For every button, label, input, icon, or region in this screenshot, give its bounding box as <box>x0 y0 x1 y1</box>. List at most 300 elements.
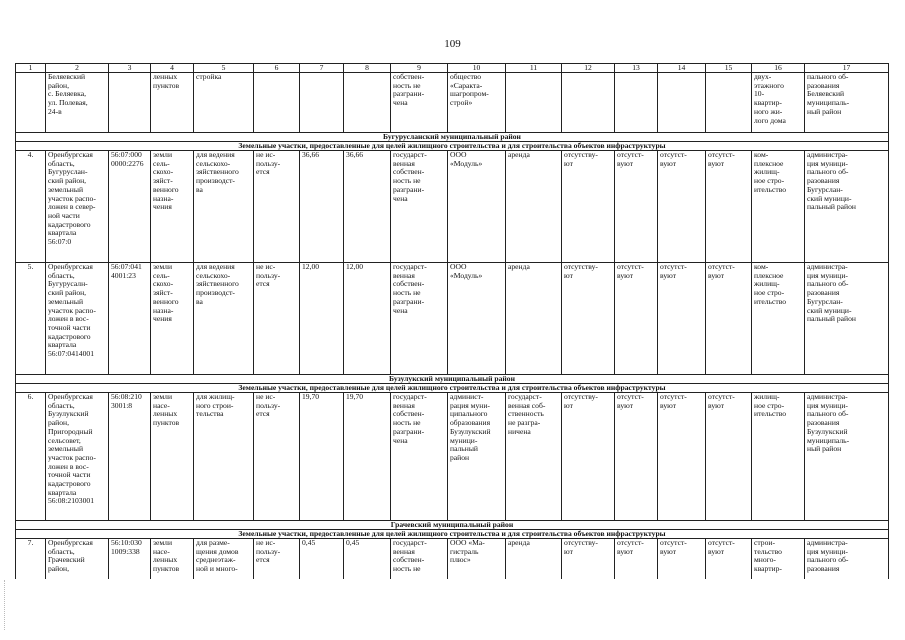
cell-line: ной и много- <box>196 564 238 574</box>
cell-line: отсутст- <box>660 150 687 159</box>
cell-line: ложен в север- <box>48 202 96 212</box>
cell-line: не ис- <box>256 538 276 547</box>
cell-line: разования <box>807 288 840 298</box>
cell-line: сель- <box>153 158 170 168</box>
cell-line: ительство <box>754 296 787 306</box>
cell-line: рация муни- <box>450 400 490 410</box>
section-district-row-text: Бузулукский муниципальный район <box>16 375 889 384</box>
table-row <box>16 263 889 375</box>
table-row <box>16 393 889 521</box>
cell-line: область, <box>48 158 75 168</box>
cell-line: квартала <box>48 487 77 497</box>
cell-line: чения <box>153 202 172 212</box>
table-cell-col17 <box>805 263 889 375</box>
cell-line: ительство <box>754 409 787 419</box>
cell-line: отсутст- <box>708 392 735 401</box>
cell-line: отсутст- <box>660 392 687 401</box>
table-cell-col9 <box>391 393 448 521</box>
table-cell-col5 <box>194 151 254 263</box>
cell-line: 56:07:000 <box>111 150 142 159</box>
table-cell-col12 <box>562 539 615 579</box>
cell-line: вуют <box>708 400 725 410</box>
cell-line: аренда <box>508 150 530 159</box>
cell-line: 0000:2276 <box>111 158 144 168</box>
cell-line: земельный <box>48 444 84 454</box>
cell-line: ция муници- <box>807 546 848 556</box>
cell-line: район <box>450 452 470 462</box>
cell-line: ность не <box>393 564 421 574</box>
cell-line: разграни- <box>393 296 425 306</box>
table-cell-col15 <box>706 73 752 133</box>
table-cell-col16 <box>752 151 805 263</box>
cell-line: точной части <box>48 470 91 480</box>
cell-line: ительство <box>754 184 787 194</box>
cell-line: ком- <box>754 262 769 271</box>
cell-line: земли <box>153 262 173 271</box>
cell-line: зяйст- <box>153 176 173 186</box>
cell-line: государст- <box>508 392 542 401</box>
table-cell-col5 <box>194 263 254 375</box>
cell-line: назна- <box>153 305 174 315</box>
cell-line: администра- <box>807 150 848 159</box>
table-cell-col2 <box>46 393 109 521</box>
column-number-cell: 1 <box>16 64 46 73</box>
table-cell-col12 <box>562 151 615 263</box>
table-cell-col10 <box>448 151 506 263</box>
cell-line: 56:10:030 <box>111 538 142 547</box>
cell-line: участок распо- <box>48 305 96 315</box>
column-number-cell: 14 <box>658 64 706 73</box>
table-cell-col2 <box>46 539 109 579</box>
table-cell-col17 <box>805 73 889 133</box>
cell-line: строй» <box>450 98 473 108</box>
column-number-cell: 5 <box>194 64 254 73</box>
cell-line: земли <box>153 538 173 547</box>
section-purpose-row-text: Земельные участки, предоставленные для целей жилищного строительства и для строительства объектов инфраструктуры <box>16 142 889 151</box>
cell-line: ва <box>196 184 203 194</box>
column-number-cell: 6 <box>254 64 300 73</box>
table-cell-col11 <box>506 73 562 133</box>
cell-line: 56:07:041 <box>111 262 142 271</box>
cell-line: ют <box>564 546 573 556</box>
table-cell-col17 <box>805 393 889 521</box>
cell-line: не ис- <box>256 262 276 271</box>
cell-line: 6. <box>27 392 34 401</box>
cell-line: аренда <box>508 538 530 547</box>
cell-line: 19,70 <box>346 392 364 401</box>
cell-line: чения <box>153 314 172 324</box>
column-number-cell: 10 <box>448 64 506 73</box>
cell-line: отсутст- <box>617 150 644 159</box>
cell-line: 4. <box>27 150 34 159</box>
cell-line: 3001:8 <box>111 400 133 410</box>
table-cell-col12 <box>562 263 615 375</box>
column-number-cell: 7 <box>300 64 344 73</box>
cell-line: вуют <box>617 158 634 168</box>
table-cell-col13 <box>615 151 658 263</box>
table-cell-col3 <box>109 73 151 133</box>
page-number: 109 <box>444 38 461 50</box>
cell-line: 56:07:0414001 <box>48 349 94 359</box>
table-cell-col7 <box>300 539 344 579</box>
cell-line: венная соб- <box>508 400 546 410</box>
cell-line: 4001:23 <box>111 270 136 280</box>
cell-line: строи- <box>754 538 775 547</box>
table-cell-col6 <box>254 73 300 133</box>
cell-line: отсутст- <box>708 150 735 159</box>
table-cell-col1 <box>16 539 46 579</box>
cell-line: ется <box>256 279 270 289</box>
cell-line: вуют <box>660 546 677 556</box>
column-number-cell: 17 <box>805 64 889 73</box>
cell-line: отсутст- <box>708 262 735 271</box>
cell-line: отсутству- <box>564 392 598 401</box>
table-cell-col2 <box>46 73 109 133</box>
table-cell-col11 <box>506 539 562 579</box>
table-cell-col1 <box>16 73 46 133</box>
section-district-row <box>16 375 889 384</box>
cell-line: пального об- <box>807 409 849 419</box>
cell-line: ность не <box>393 288 421 298</box>
table-cell-col7 <box>300 393 344 521</box>
table-cell-col1 <box>16 151 46 263</box>
cell-line: квартир- <box>754 98 782 108</box>
table-cell-col16 <box>752 73 805 133</box>
table-cell-col16 <box>752 393 805 521</box>
cell-line: ного жи- <box>754 106 783 116</box>
cell-line: плексное <box>754 270 784 280</box>
table-cell-col7 <box>300 263 344 375</box>
cell-line: лого дома <box>754 115 786 125</box>
cell-line: админист- <box>450 392 484 401</box>
cell-line: район, <box>48 564 69 574</box>
cell-line: администра- <box>807 262 848 271</box>
cell-line: собствен- <box>393 72 425 81</box>
cell-line: насе- <box>153 400 170 410</box>
table-cell-col4 <box>151 539 194 579</box>
table-cell-col2 <box>46 263 109 375</box>
section-district-row <box>16 521 889 530</box>
cell-line: Бузулукский <box>807 426 848 436</box>
cell-line: 5. <box>27 262 34 271</box>
cell-line: этажного <box>754 80 784 90</box>
cell-line: скохо- <box>153 279 174 289</box>
cell-line: Беляевский <box>48 72 86 81</box>
section-purpose-row <box>16 142 889 151</box>
cell-line: отсутству- <box>564 538 598 547</box>
section-purpose-row <box>16 384 889 393</box>
cell-line: пальный район <box>807 314 856 324</box>
table-cell-col3 <box>109 539 151 579</box>
cell-line: земли <box>153 392 173 401</box>
cell-line: разования <box>807 418 840 428</box>
cell-line: ция муници- <box>807 400 848 410</box>
cell-line: Грачевский <box>48 555 85 565</box>
table-cell-col9 <box>391 73 448 133</box>
table-cell-col10 <box>448 539 506 579</box>
column-number-cell: 3 <box>109 64 151 73</box>
cell-line: государст- <box>393 538 427 547</box>
cell-line: зяйственного <box>196 167 239 177</box>
cell-line: производст- <box>196 288 235 298</box>
cell-line: кадастрового <box>48 219 91 229</box>
table-cell-col11 <box>506 393 562 521</box>
cell-line: отсутст- <box>660 262 687 271</box>
cell-line: Бузулукский <box>450 426 491 436</box>
cell-line: пунктов <box>153 564 180 574</box>
cell-line: ничена <box>508 426 531 436</box>
cell-line: венная <box>393 270 415 280</box>
column-number-cell: 4 <box>151 64 194 73</box>
cell-line: ком- <box>754 150 769 159</box>
table-cell-col14 <box>658 263 706 375</box>
cell-line: ципального <box>450 409 488 419</box>
table-cell-col12 <box>562 73 615 133</box>
table-cell-col8 <box>344 539 391 579</box>
cell-line: квартала <box>48 340 77 350</box>
table-cell-col10 <box>448 393 506 521</box>
cell-line: вуют <box>660 400 677 410</box>
cell-line: образования <box>450 418 491 428</box>
cell-line: жилищ- <box>754 279 780 289</box>
cell-line: 56:07:0 <box>48 237 72 247</box>
cell-line: щения домов <box>196 546 239 556</box>
cell-line: государст- <box>393 392 427 401</box>
cell-line: для жилищ- <box>196 392 235 401</box>
cell-line: ное стро- <box>754 176 785 186</box>
table-cell-col13 <box>615 73 658 133</box>
cell-line: плюс» <box>450 555 471 565</box>
cell-line: квартир- <box>754 564 782 574</box>
cell-line: отсутст- <box>660 538 687 547</box>
cell-line: 56:08:210 <box>111 392 142 401</box>
cell-line: 1009:338 <box>111 546 140 556</box>
cell-line: вуют <box>617 546 634 556</box>
table-cell-col10 <box>448 73 506 133</box>
table-cell-col13 <box>615 263 658 375</box>
cell-line: 0,45 <box>302 538 316 547</box>
table-body <box>16 64 889 579</box>
cell-line: 7. <box>27 538 34 547</box>
section-purpose-row-text: Земельные участки, предоставленные для целей жилищного строительства и для строительства объектов инфраструктуры <box>16 530 889 539</box>
cell-line: муниципаль- <box>807 98 850 108</box>
cell-line: пального об- <box>807 72 849 81</box>
land-plots-table <box>15 63 889 579</box>
cell-line: пользу- <box>256 400 281 410</box>
cell-line: 10- <box>754 89 765 99</box>
cell-line: ул. Полевая, <box>48 98 88 108</box>
cell-line: ное стро- <box>754 400 785 410</box>
cell-line: земельный <box>48 184 84 194</box>
table-cell-col5 <box>194 539 254 579</box>
table-cell-col15 <box>706 539 752 579</box>
table-cell-col4 <box>151 263 194 375</box>
table-cell-col4 <box>151 393 194 521</box>
cell-line: отсутст- <box>617 262 644 271</box>
cell-line: не разгра- <box>508 418 541 428</box>
cell-line: венная <box>393 546 415 556</box>
cell-line: стройка <box>196 72 222 81</box>
table-cell-col14 <box>658 393 706 521</box>
table-cell-col6 <box>254 393 300 521</box>
table-cell-col9 <box>391 263 448 375</box>
cell-line: разграни- <box>393 184 425 194</box>
cell-line: венного <box>153 184 179 194</box>
section-district-row-text: Грачевский муниципальный район <box>16 521 889 530</box>
cell-line: чена <box>393 193 408 203</box>
cell-line: государст- <box>393 150 427 159</box>
cell-line: Беляевский <box>807 89 845 99</box>
table-cell-col14 <box>658 151 706 263</box>
cell-line: отсутст- <box>617 392 644 401</box>
cell-line: пунктов <box>153 418 180 428</box>
cell-line: для ведения <box>196 262 235 271</box>
cell-line: Бугурусалн- <box>48 279 88 289</box>
cell-line: ного строи- <box>196 400 234 410</box>
cell-line: ется <box>256 555 270 565</box>
table-cell-col12 <box>562 393 615 521</box>
cell-line: «Модуль» <box>450 270 483 280</box>
cell-line: ное стро- <box>754 288 785 298</box>
cell-line: пальный район <box>807 202 856 212</box>
cell-line: ют <box>564 270 573 280</box>
cell-line: вуют <box>708 158 725 168</box>
table-cell-col4 <box>151 73 194 133</box>
cell-line: точной части <box>48 322 91 332</box>
cell-line: не ис- <box>256 392 276 401</box>
table-cell-col6 <box>254 263 300 375</box>
cell-line: тельство <box>754 546 782 556</box>
cell-line: зяйст- <box>153 288 173 298</box>
cell-line: ва <box>196 296 203 306</box>
cell-line: венного <box>153 296 179 306</box>
cell-line: венная <box>393 158 415 168</box>
cell-line: производст- <box>196 176 235 186</box>
table-cell-col13 <box>615 539 658 579</box>
cell-line: насе- <box>153 546 170 556</box>
cell-line: разования <box>807 564 840 574</box>
cell-line: ственность <box>508 409 544 419</box>
cell-line: ный район <box>807 444 842 454</box>
cell-line: ленных <box>153 72 178 81</box>
cell-line: зяйственного <box>196 279 239 289</box>
cell-line: 56:08:2103001 <box>48 496 94 506</box>
table-cell-col1 <box>16 393 46 521</box>
table-cell-col3 <box>109 393 151 521</box>
cell-line: разования <box>807 176 840 186</box>
table-cell-col9 <box>391 539 448 579</box>
cell-line: администра- <box>807 392 848 401</box>
cell-line: земли <box>153 150 173 159</box>
cell-line: сельскохо- <box>196 158 231 168</box>
cell-line: муници- <box>450 435 478 445</box>
cell-line: для разме- <box>196 538 230 547</box>
cell-line: сельсовет, <box>48 435 81 445</box>
table-cell-col8 <box>344 263 391 375</box>
cell-line: ООО <box>450 150 467 159</box>
cell-line: 12,00 <box>346 262 364 271</box>
column-number-cell: 9 <box>391 64 448 73</box>
cell-line: назна- <box>153 193 174 203</box>
cell-line: вуют <box>617 400 634 410</box>
cell-line: область, <box>48 270 75 280</box>
cell-line: ский район, <box>48 288 87 298</box>
section-purpose-row <box>16 530 889 539</box>
cell-line: отсутству- <box>564 262 598 271</box>
cell-line: ция муници- <box>807 158 848 168</box>
table-cell-col15 <box>706 151 752 263</box>
cell-line: 24-в <box>48 106 62 116</box>
cell-line: сельскохо- <box>196 270 231 280</box>
cell-line: ложен в вос- <box>48 461 89 471</box>
cell-line: ной части <box>48 210 80 220</box>
table-cell-col16 <box>752 263 805 375</box>
cell-line: венная <box>393 400 415 410</box>
cell-line: Оренбургская <box>48 392 93 401</box>
cell-line: разграни- <box>393 89 425 99</box>
cell-line: Бугуруслан- <box>48 167 88 177</box>
cell-line: Оренбургская <box>48 538 93 547</box>
cell-line: отсутст- <box>708 538 735 547</box>
cell-line: вуют <box>660 158 677 168</box>
column-number-cell: 13 <box>615 64 658 73</box>
section-district-row-text: Бугурусланский муниципальный район <box>16 133 889 142</box>
scan-edge-mark <box>4 580 6 630</box>
cell-line: ность не <box>393 176 421 186</box>
table-cell-col15 <box>706 263 752 375</box>
table-cell-col13 <box>615 393 658 521</box>
cell-line: ный район <box>807 106 842 116</box>
cell-line: 19,70 <box>302 392 320 401</box>
cell-line: земельный <box>48 296 84 306</box>
table-cell-col3 <box>109 263 151 375</box>
cell-line: вуют <box>708 546 725 556</box>
cell-line: отсутству- <box>564 150 598 159</box>
cell-line: разграни- <box>393 426 425 436</box>
table-cell-col16 <box>752 539 805 579</box>
cell-line: пального об- <box>807 555 849 565</box>
cell-line: Пригородный <box>48 426 93 436</box>
cell-line: 0,45 <box>346 538 360 547</box>
table-cell-col2 <box>46 151 109 263</box>
table-cell-col7 <box>300 73 344 133</box>
column-number-row <box>16 64 889 73</box>
cell-line: ский муници- <box>807 193 852 203</box>
table-cell-col5 <box>194 393 254 521</box>
cell-line: для ведения <box>196 150 235 159</box>
cell-line: 36,66 <box>346 150 364 159</box>
cell-line: государст- <box>393 262 427 271</box>
cell-line: 12,00 <box>302 262 320 271</box>
cell-line: чена <box>393 305 408 315</box>
cell-line: собствен- <box>393 555 425 565</box>
table-cell-col5 <box>194 73 254 133</box>
cell-line: участок распо- <box>48 193 96 203</box>
table-cell-col8 <box>344 73 391 133</box>
cell-line: собствен- <box>393 167 425 177</box>
table-cell-col10 <box>448 263 506 375</box>
cell-line: пальный <box>450 444 478 454</box>
table-cell-col4 <box>151 151 194 263</box>
cell-line: квартала <box>48 228 77 238</box>
cell-line: пользу- <box>256 158 281 168</box>
cell-line: ложен в вос- <box>48 314 89 324</box>
cell-line: Оренбургская <box>48 262 93 271</box>
cell-line: администра- <box>807 538 848 547</box>
cell-line: кадастрового <box>48 479 91 489</box>
table-row <box>16 151 889 263</box>
table-cell-col8 <box>344 393 391 521</box>
